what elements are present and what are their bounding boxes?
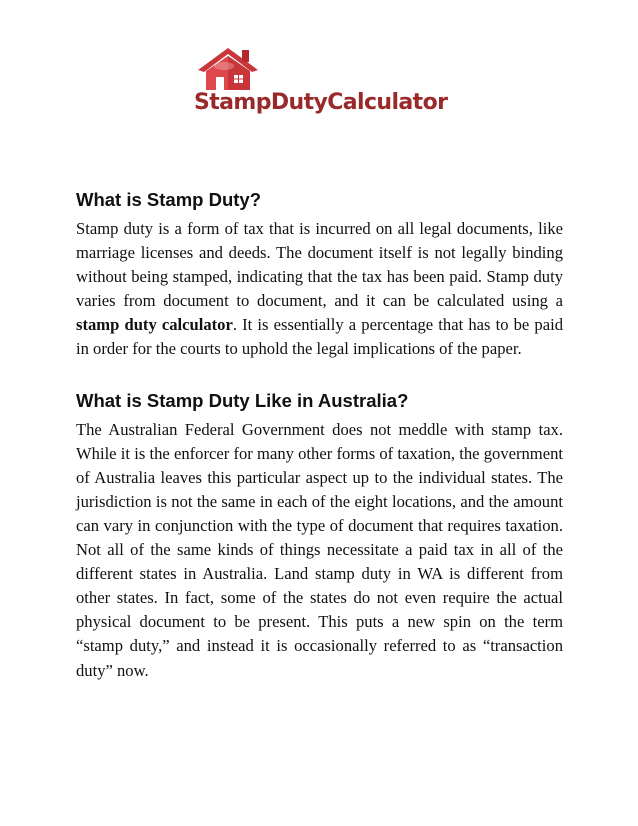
article-content [76,188,563,683]
section-paragraph-stamp-duty [76,217,563,362]
section-heading-stamp-duty: What is Stamp Duty? [76,189,262,210]
paragraph-text: Stamp duty is a form of tax that is incurred on all legal documents, like marriage licenses and deeds. The document itself is not legally binding without being stamped, indicating that the tax has been paid. Stamp duty varies from document to document, and it can be calculated using a [76,219,563,311]
house-icon [194,44,274,94]
section-paragraph-australia: The Australian Federal Government does not meddle with stamp tax. While it is the enforcer for many other forms of taxation, the government of Australia leaves this particular aspect up to the individual states. The jurisdiction is not the same in each of the eight locations, and the amount can vary in conjunction with the type of document that requires taxation. Not all of the same kinds of things necessitate a paid tax in all of the different states in Australia. Land stamp duty in WA is different from other states. In fact, some of the states do not even require the actual physical document to be present. This puts a new spin on the term “stamp duty,” and instead it is occasionally referred to as “transaction duty” now. [76,419,563,680]
logo-text: StampDutyCalculator [194,90,448,115]
section-heading-australia: What is Stamp Duty Like in Australia? [76,389,409,411]
logo [194,44,474,124]
paragraph-text: . It is essentially a percentage that has to be paid in order for the courts to uphold the legal implications of the paper. [76,315,563,359]
stamp-duty-calculator-emphasis: stamp duty calculator [76,315,233,335]
section-spacer [76,362,563,389]
